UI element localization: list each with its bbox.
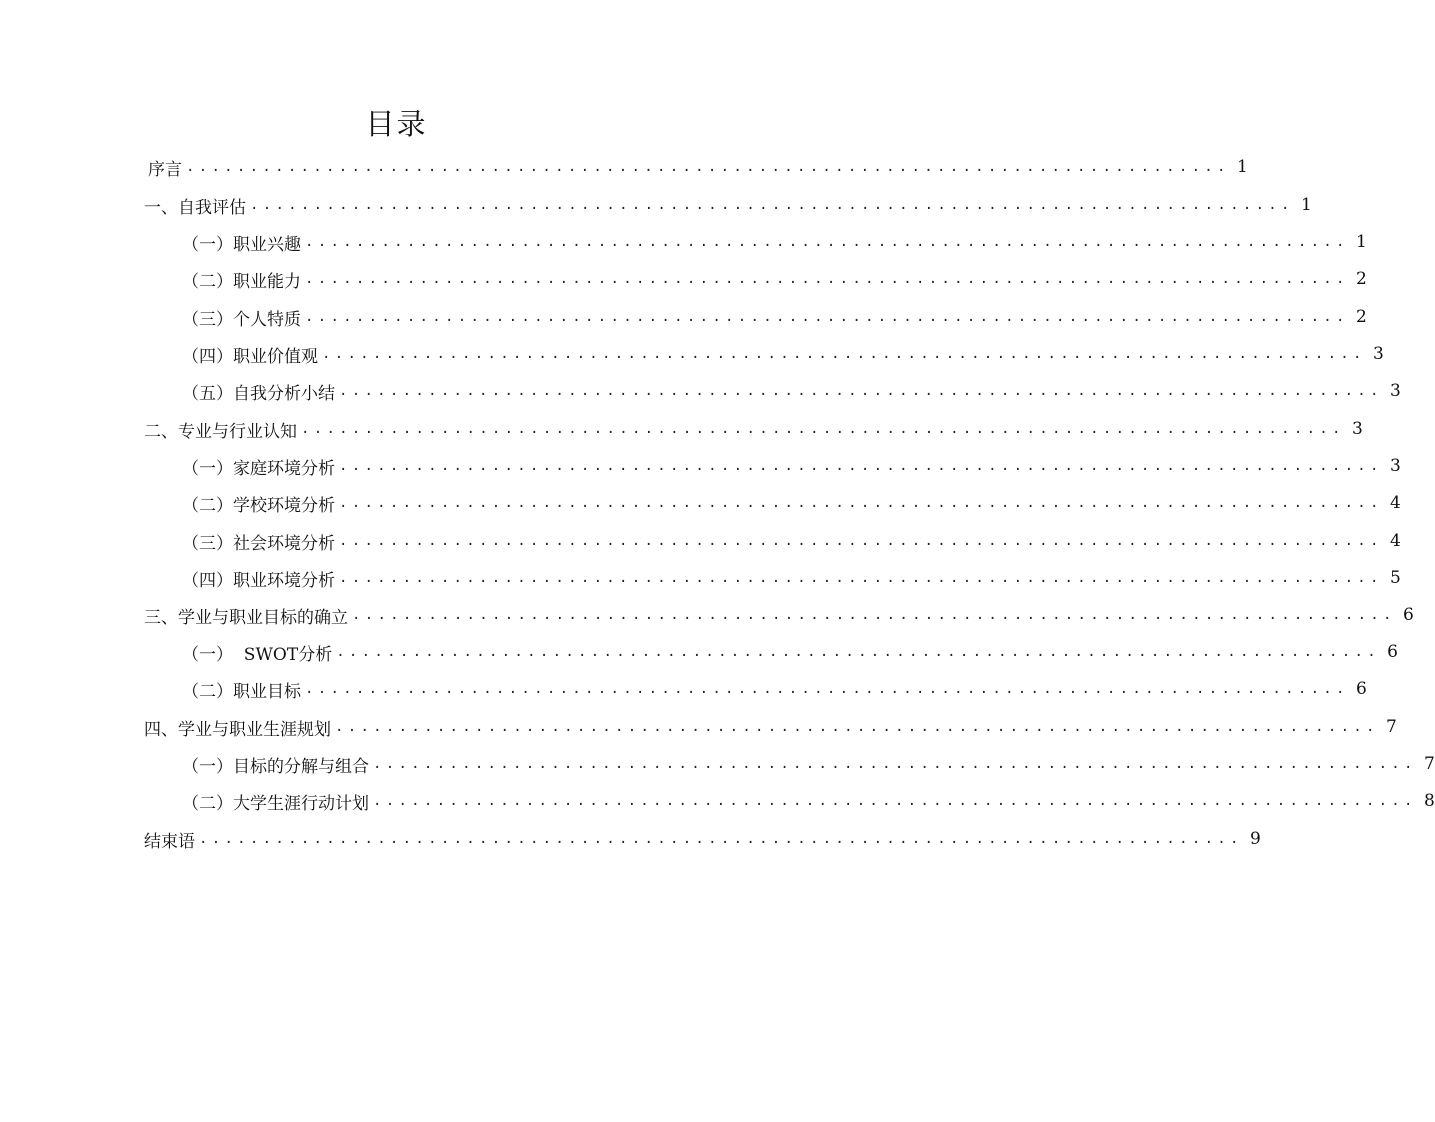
toc-entry-subsection[interactable] [182, 670, 1367, 708]
dot-leader: .................................................................................. [373, 793, 1417, 809]
toc-page-number: 7 [1385, 717, 1397, 737]
toc-entry-label: （一）家庭环境分析 [182, 458, 335, 479]
dot-leader: .................................................................................. [339, 495, 1383, 511]
toc-entry-label: （一）目标的分解与组合 [182, 756, 369, 777]
toc-page-number: 8 [1423, 791, 1435, 811]
dot-leader: .................................................................................. [339, 533, 1383, 549]
toc-page-number: 6 [1355, 679, 1367, 699]
toc-entry-subsection[interactable] [182, 298, 1367, 336]
toc-entry-section-1[interactable] [144, 186, 1312, 224]
toc-page-number: 3 [1351, 419, 1363, 439]
toc-entry-subsection[interactable] [182, 745, 1435, 783]
toc-entry-subsection[interactable] [182, 484, 1401, 522]
toc-entry-subsection[interactable] [182, 633, 1398, 671]
toc-entry-label: （二）学校环境分析 [182, 495, 335, 516]
toc-page-number: 3 [1389, 381, 1401, 401]
dot-leader: .................................................................................. [335, 719, 1379, 735]
dot-leader: .................................................................................. [336, 644, 1380, 660]
toc-entry-label: 二、专业与行业认知 [144, 421, 297, 442]
toc-entry-label: （四）职业价值观 [182, 346, 318, 367]
toc-entry-label: 一、自我评估 [144, 197, 246, 218]
dot-leader: .................................................................................. [339, 570, 1383, 586]
toc-entry-label: （二）大学生涯行动计划 [182, 793, 369, 814]
dot-leader: .................................................................................. [199, 831, 1243, 847]
toc-entry-subsection[interactable] [182, 335, 1384, 373]
toc-page-number: 5 [1389, 568, 1401, 588]
toc-page-number: 3 [1389, 456, 1401, 476]
dot-leader: .................................................................................. [186, 159, 1230, 175]
toc-entry-subsection[interactable] [182, 522, 1401, 560]
toc-entry-label: 四、学业与职业生涯规划 [144, 719, 331, 740]
toc-page-number: 2 [1355, 307, 1367, 327]
toc-entry-label: （一） SWOT分析 [182, 644, 333, 665]
dot-leader: .................................................................................. [352, 607, 1396, 623]
toc-page-number: 3 [1372, 344, 1384, 364]
dot-leader: .................................................................................. [305, 309, 1349, 325]
dot-leader: .................................................................................. [322, 346, 1366, 362]
page-title: 目录 [365, 107, 428, 141]
toc-entry-subsection[interactable] [182, 782, 1435, 820]
toc-entry-conclusion[interactable] [144, 820, 1261, 858]
dot-leader: .................................................................................. [305, 681, 1349, 697]
toc-entry-subsection[interactable] [182, 223, 1367, 261]
dot-leader: .................................................................................. [305, 234, 1349, 250]
toc-page-number: 1 [1236, 157, 1248, 177]
toc-entry-label: 序言 [148, 159, 182, 180]
toc-entry-subsection[interactable] [182, 559, 1401, 597]
dot-leader: .................................................................................. [339, 383, 1383, 399]
dot-leader: .................................................................................. [305, 271, 1349, 287]
toc-entry-section-4[interactable] [144, 708, 1397, 746]
toc-page-number: 2 [1355, 269, 1367, 289]
toc-entry-subsection[interactable] [182, 372, 1401, 410]
toc-entry-label: （三）个人特质 [182, 309, 301, 330]
toc-entry-section-2[interactable] [144, 410, 1363, 448]
toc-entry-label: （三）社会环境分析 [182, 533, 335, 554]
toc-entry-label: 三、学业与职业目标的确立 [144, 607, 348, 628]
toc-entry-label: （二）职业目标 [182, 681, 301, 702]
dot-leader: .................................................................................. [373, 756, 1417, 772]
toc-entry-label: （五）自我分析小结 [182, 383, 335, 404]
toc-page-number: 4 [1389, 531, 1401, 551]
toc-entry-label: （二）职业能力 [182, 271, 301, 292]
toc-page-number: 6 [1387, 642, 1398, 662]
toc-page-number: 1 [1300, 195, 1312, 215]
toc-entry-subsection[interactable] [182, 260, 1367, 298]
toc-page-number: 7 [1423, 754, 1435, 774]
toc-entry-section-3[interactable] [144, 596, 1414, 634]
toc-page-number: 4 [1389, 493, 1401, 513]
dot-leader: .................................................................................. [250, 197, 1294, 213]
toc-entry-subsection[interactable] [182, 447, 1401, 485]
toc-page-number: 6 [1402, 605, 1414, 625]
toc-entry-label: （四）职业环境分析 [182, 570, 335, 591]
toc-page-number: 1 [1355, 232, 1367, 252]
toc-page-number: 9 [1249, 829, 1261, 849]
toc-entry-preface[interactable] [148, 148, 1248, 186]
toc-entry-label: （一）职业兴趣 [182, 234, 301, 255]
toc-entry-label: 结束语 [144, 831, 195, 852]
dot-leader: .................................................................................. [339, 458, 1383, 474]
dot-leader: .................................................................................. [301, 421, 1345, 437]
